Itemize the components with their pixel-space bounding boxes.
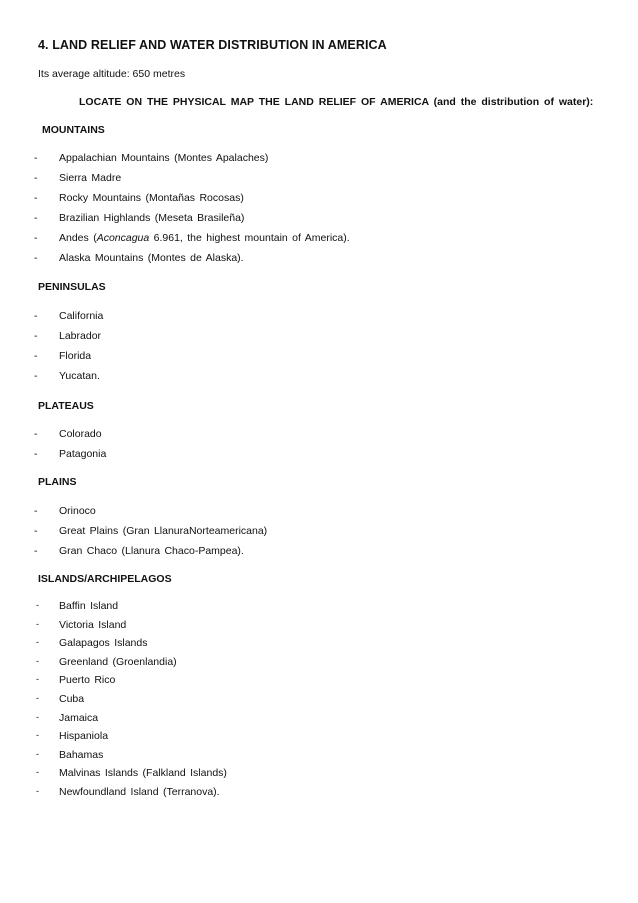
bullet-dash: - [36,637,39,648]
island-item: Cuba [59,692,85,705]
bullet-dash: - [34,172,38,184]
bullet-dash: - [34,212,38,224]
island-item: Victoria Island [59,618,127,631]
bullet-dash: - [34,545,38,557]
peninsulas-heading: PENINSULAS [38,281,106,293]
bullet-dash: - [34,252,38,264]
mountain-item-andes [59,232,350,244]
bullet-dash: - [34,152,38,164]
andes-prefix: Andes ( [59,232,97,244]
bullet-dash: - [34,448,38,460]
bullet-dash: - [34,525,38,537]
average-altitude-text: Its average altitude: 650 metres [38,68,186,80]
plateau-item: Patagonia [59,448,107,460]
island-item: Puerto Rico [59,674,116,687]
plateaus-heading: PLATEAUS [38,400,94,412]
island-item: Galapagos Islands [59,637,148,650]
island-item: Newfoundland Island (Terranova). [59,785,220,798]
mountain-item: Brazilian Highlands (Meseta Brasileña) [59,212,245,224]
island-item: Hispaniola [59,730,109,743]
plain-item: Gran Chaco (Llanura Chaco-Pampea). [59,545,244,557]
islands-heading: ISLANDS/ARCHIPELAGOS [38,573,172,585]
bullet-dash: - [36,600,39,610]
mountain-item: Appalachian Mountains (Montes Apalaches) [59,152,269,164]
bullet-dash: - [36,618,39,629]
peninsula-item: Labrador [59,330,102,342]
bullet-dash: - [34,192,38,204]
plains-heading: PLAINS [38,476,77,488]
peninsula-item: Florida [59,350,92,362]
mountain-item: Rocky Mountains (Montañas Rocosas) [59,192,244,204]
document-title: 4. LAND RELIEF AND WATER DISTRIBUTION IN AMERICA [38,38,387,52]
bullet-dash: - [36,692,39,703]
mountains-heading: MOUNTAINS [42,124,105,136]
bullet-dash: - [34,505,38,517]
island-item: Baffin Island [59,600,119,612]
island-item: Jamaica [59,711,99,724]
instruction-text: LOCATE ON THE PHYSICAL MAP THE LAND RELIEF OF AMERICA (and the distribution of water): [79,96,594,108]
bullet-dash: - [34,232,38,244]
andes-suffix: 6.961, the highest mountain of America). [149,232,350,244]
mountain-item: Alaska Mountains (Montes de Alaska). [59,252,244,264]
island-item: Greenland (Groenlandia) [59,655,177,668]
bullet-dash: - [36,674,39,685]
bullet-dash: - [34,370,38,382]
bullet-dash: - [34,428,38,440]
mountain-item: Sierra Madre [59,172,122,184]
island-item: Bahamas [59,748,104,761]
island-item: Malvinas Islands (Falkland Islands) [59,767,227,780]
bullet-dash: - [36,711,39,722]
bullet-dash: - [36,785,39,796]
aconcagua-italic: Aconcagua [96,232,150,244]
bullet-dash: - [34,310,38,322]
bullet-dash: - [36,748,39,759]
bullet-dash: - [36,655,39,666]
plateau-item: Colorado [59,428,102,440]
bullet-dash: - [36,730,39,741]
bullet-dash: - [36,767,39,778]
peninsula-item: Yucatan. [59,370,100,382]
plain-item: Orinoco [59,505,96,517]
peninsula-item: California [59,310,104,322]
bullet-dash: - [34,330,38,342]
plain-item: Great Plains (Gran LlanuraNorteamericana) [59,525,268,537]
bullet-dash: - [34,350,38,362]
